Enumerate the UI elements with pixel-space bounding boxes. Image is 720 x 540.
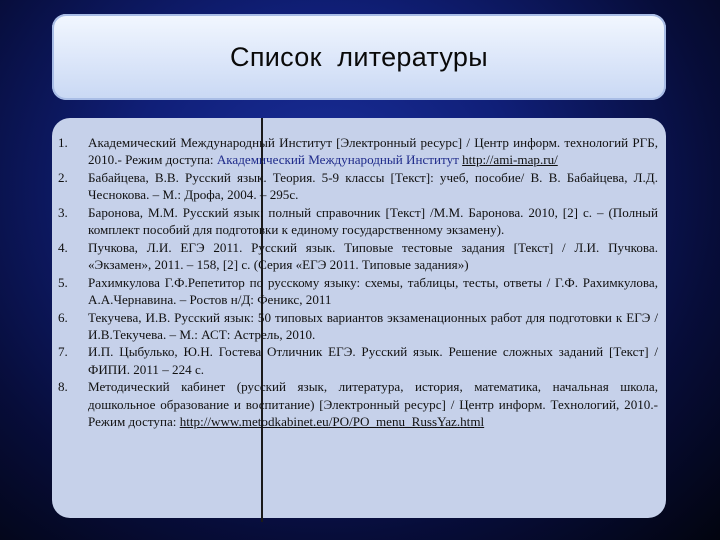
reference-item-6 — [58, 309, 658, 344]
reference-item-3 — [58, 204, 658, 239]
reference-text: Бабайцева, В.В. Русский язык. Теория. 5-9 классы [Текст]: учеб, пособие/ В. В. Бабайцева, Л.Д. Чеснокова. – М.: Дрофа, 2004. – 295с. — [88, 169, 658, 203]
reference-text: Рахимкулова Г.Ф.Репетитор по русскому языку: схемы, таблицы, тесты, ответы / Г.Ф. Рахимкулова, А.А.Чернавина. – Ростов н/Д: Феникс, 2011 — [88, 274, 658, 308]
reference-text: Методический кабинет (русский язык, литература, история, математика, начальная школа, дошкольное образование и воспитание) [Электронный ресурс] / Центр информ. Технологий, 2010.- Режим доступа: — [88, 379, 658, 430]
reference-number: 2. — [58, 169, 68, 185]
reference-number: 7. — [58, 344, 68, 360]
reference-item-7 — [58, 343, 658, 378]
reference-link-text[interactable]: Академический Международный Институт — [216, 152, 459, 168]
reference-item-2 — [58, 169, 658, 204]
reference-text: Баронова, М.М. Русский язык: полный справочник [Текст] /М.М. Баронова. 2010, [2] с. – (Полный комплект пособий для подготовки к единому государственному экзамену). — [88, 204, 658, 238]
reference-number: 5. — [58, 274, 68, 290]
reference-text: Пучкова, Л.И. ЕГЭ 2011. Русский язык. Типовые тестовые задания [Текст] / Л.И. Пучкова. «Экзамен», 2011. – 158, [2] с. (Серия «ЕГЭ 2011. Типовые задания») — [88, 239, 658, 273]
title-panel — [52, 14, 666, 100]
reference-url[interactable]: http://www.metodkabinet.eu/PO/PO_menu_RussYaz.html — [179, 414, 485, 430]
slide-title: Список литературы — [230, 42, 488, 72]
reference-item-1 — [58, 134, 658, 169]
reference-text: Академический Международный Институт [Электронный ресурс] / Центр информ. технологий РГБ, 2010.- Режим доступа: — [88, 135, 658, 168]
reference-item-5 — [58, 274, 658, 309]
reference-url[interactable]: http://ami-map.ru/ — [462, 152, 558, 168]
reference-number: 4. — [58, 239, 68, 255]
reference-item-4 — [58, 239, 658, 274]
reference-item-8 — [58, 378, 658, 430]
reference-number: 1. — [58, 135, 68, 150]
reference-number: 3. — [58, 204, 68, 220]
reference-text: Текучева, И.В. Русский язык: 50 типовых вариантов экзаменационных работ для подготовки к ЕГЭ / И.В.Текучева. – М.: АСТ: Астрель, 2010. — [88, 309, 658, 342]
reference-list — [58, 134, 658, 431]
reference-number: 6. — [58, 309, 68, 325]
reference-number: 8. — [58, 379, 68, 395]
reference-text: И.П. Цыбулько, Ю.Н. Гостева Отличник ЕГЭ. Русский язык. Решение сложных заданий [Текст] / ФИПИ. 2011 – 224 с. — [88, 344, 658, 377]
